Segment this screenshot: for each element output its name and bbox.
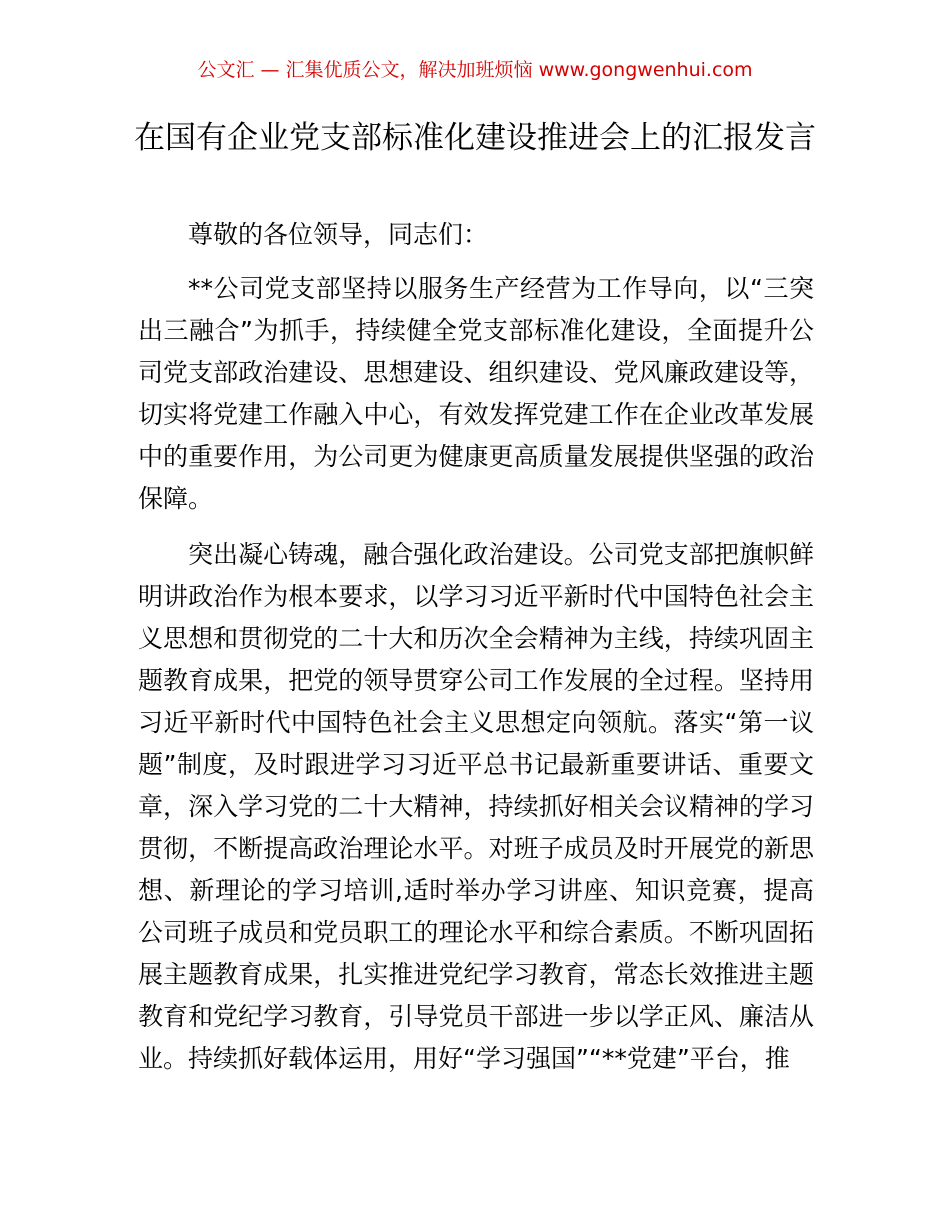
paragraph-intro: **公司党支部坚持以服务生产经营为工作导向，以“三突出三融合”为抓手，持续健全党支部标准化建设，全面提升公司党支部政治建设、思想建设、组织建设、党风廉政建设等，切实将党建工作融入中心，有效发挥党建工作在企业改革发展中的重要作用，为公司更为健康更高质量发展提供坚强的政治保障。 [138,274,814,513]
site-header-banner: 公文汇 — 汇集优质公文，解决加班烦恼 www.gongwenhui.com [197,59,753,81]
paragraph-political-building: 突出凝心铸魂，融合强化政治建设。公司党支部把旗帜鲜明讲政治作为根本要求，以学习习近平新时代中国特色社会主义思想和贯彻党的二十大和历次全会精神为主线，持续巩固主题教育成果，把党的领导贯穿公司工作发展的全过程。坚持用习近平新时代中国特色社会主义思想定向领航。落实“第一议题”制度，及时跟进学习习近平总书记最新重要讲话、重要文章，深入学习党的二十大精神，持续抓好相关会议精神的学习贯彻，不断提高政治理论水平。对班子成员及时开展党的新思想、新理论的学习培训,适时举办学习讲座、知识竞赛，提高公司班子成员和党员职工的理论水平和综合素质。不断巩固拓展主题教育成果，扎实推进党纪学习教育，常态长效推进主题教育和党纪学习教育，引导党员干部进一步以学正风、廉洁从业。持续抓好载体运用，用好“学习强国”“**党建”平台，推 [138,540,814,1073]
salutation: 尊敬的各位领导，同志们： [188,220,489,249]
document-body [138,214,814,1094]
document-title: 在国有企业党支部标准化建设推进会上的汇报发言 [134,120,816,156]
